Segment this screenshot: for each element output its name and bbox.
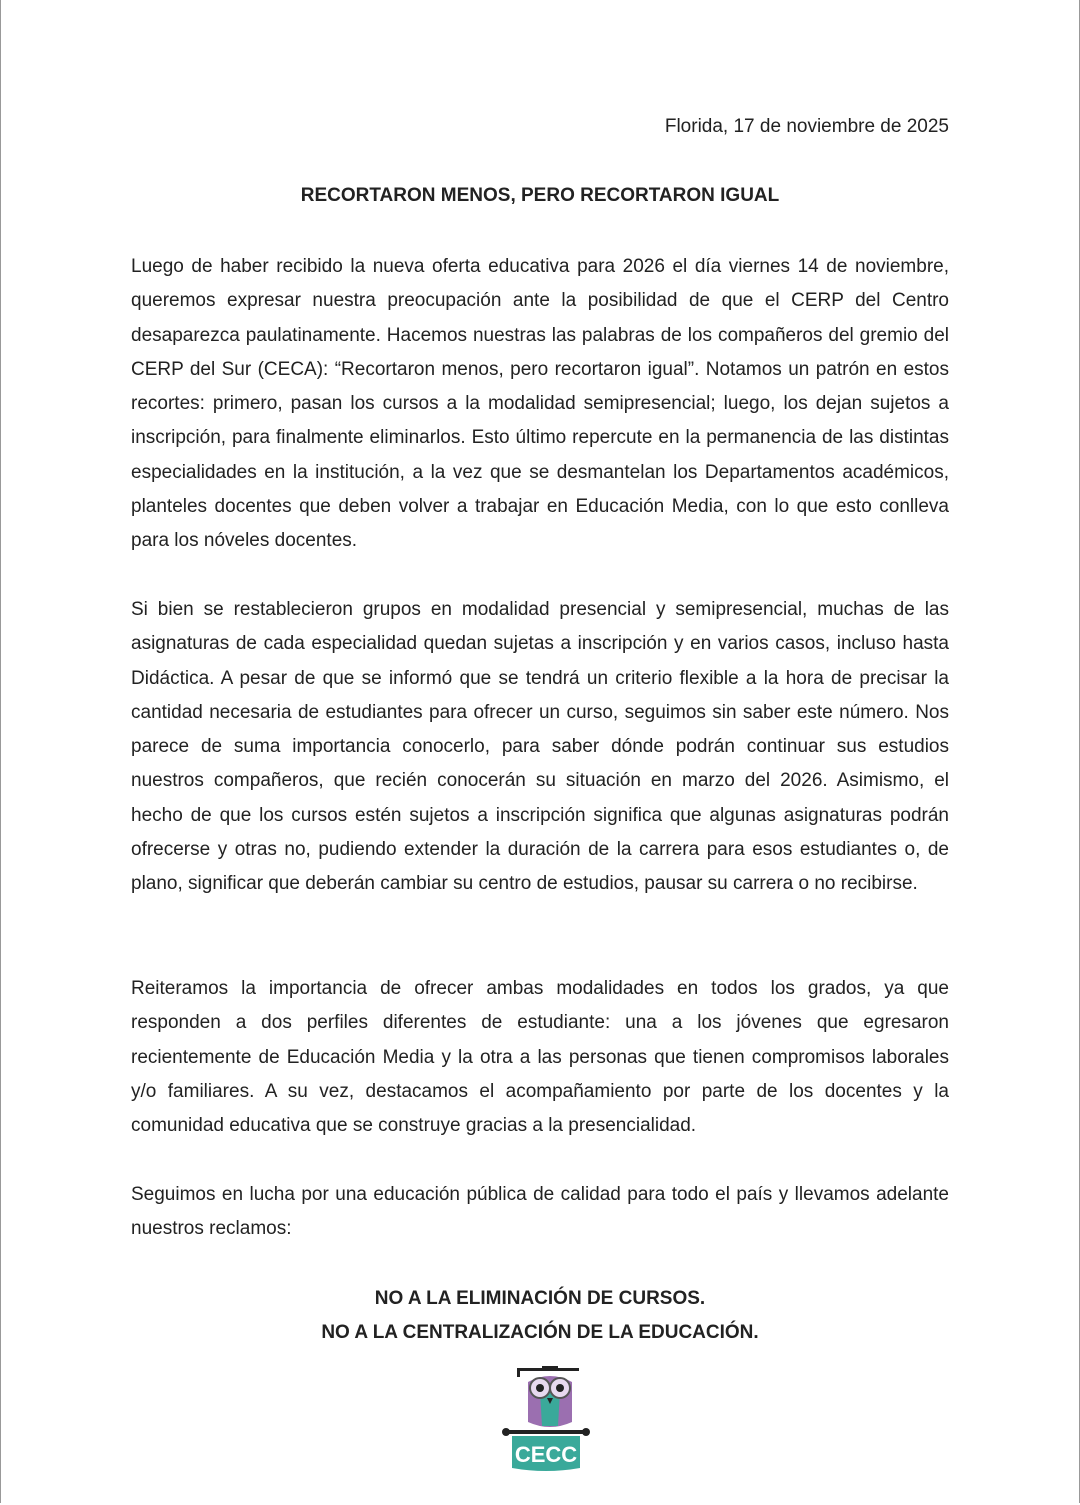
document-date: Florida, 17 de noviembre de 2025 — [664, 116, 949, 137]
owl-logo-icon — [500, 1360, 620, 1475]
cecc-logo — [500, 1360, 620, 1475]
paragraph-4: Seguimos en lucha por una educación pública de calidad para todo el país y llevamos adelante nuestros reclamos: — [131, 1184, 949, 1240]
logo-text: CECC — [514, 1442, 578, 1467]
document-title: RECORTARON MENOS, PERO RECORTARON IGUAL — [300, 185, 780, 206]
slogan-1: NO A LA ELIMINACIÓN DE CURSOS. — [374, 1288, 706, 1309]
paragraph-3: Reiteramos la importancia de ofrecer ambas modalidades en todos los grados, ya que responden a dos perfiles diferentes de estudiante: una a los jóvenes que egresaron recientemente de Educación Media y la otra a las personas que tienen compromisos laborales y/o familiares. A su vez, destacamos el acompañamiento por parte de los docentes y la comunidad educativa que se construye gracias a la presencialidad. — [131, 978, 949, 1137]
paragraph-1: Luego de haber recibido la nueva oferta educativa para 2026 el día viernes 14 de noviembre, queremos expresar nuestra preocupación ante la posibilidad de que el CERP del Centro desaparezca paulatinamente. Hacemos nuestras las palabras de los compañeros del gremio del CERP del Sur (CECA): “Recortaron menos, pero recortaron igual”. Notamos un patrón en estos recortes: primero, pasan los cursos a la modalidad semipresencial; luego, los dejan sujetos a inscripción, para finalmente eliminarlos. Esto último repercute en la permanencia de las distintas especialidades en la institución, a la vez que se desmantelan los Departamentos académicos, planteles docentes que deben volver a trabajar en Educación Media, con lo que esto conlleva para los nóveles docentes. — [131, 256, 949, 552]
slogan-2: NO A LA CENTRALIZACIÓN DE LA EDUCACIÓN. — [321, 1322, 759, 1343]
paragraph-2: Si bien se restablecieron grupos en modalidad presencial y semipresencial, muchas de las asignaturas de cada especialidad quedan sujetas a inscripción y en varios casos, incluso hasta Didáctica. A pesar de que se informó que se tendrá un criterio flexible a la hora de precisar la cantidad necesaria de estudiantes para ofrecer un curso, seguimos sin saber este número. Nos parece de suma importancia conocerlo, para saber dónde podrán continuar sus estudios nuestros compañeros, que recién conocerán su situación en marzo del 2026. Asimismo, el hecho de que los cursos estén sujetos a inscripción significa que algunas asignaturas podrán ofrecerse y otras no, pudiendo extender la duración de la carrera para esos estudiantes o, de plano, significar que deberán cambiar su centro de estudios, pausar su carrera o no recibirse. — [131, 599, 949, 895]
